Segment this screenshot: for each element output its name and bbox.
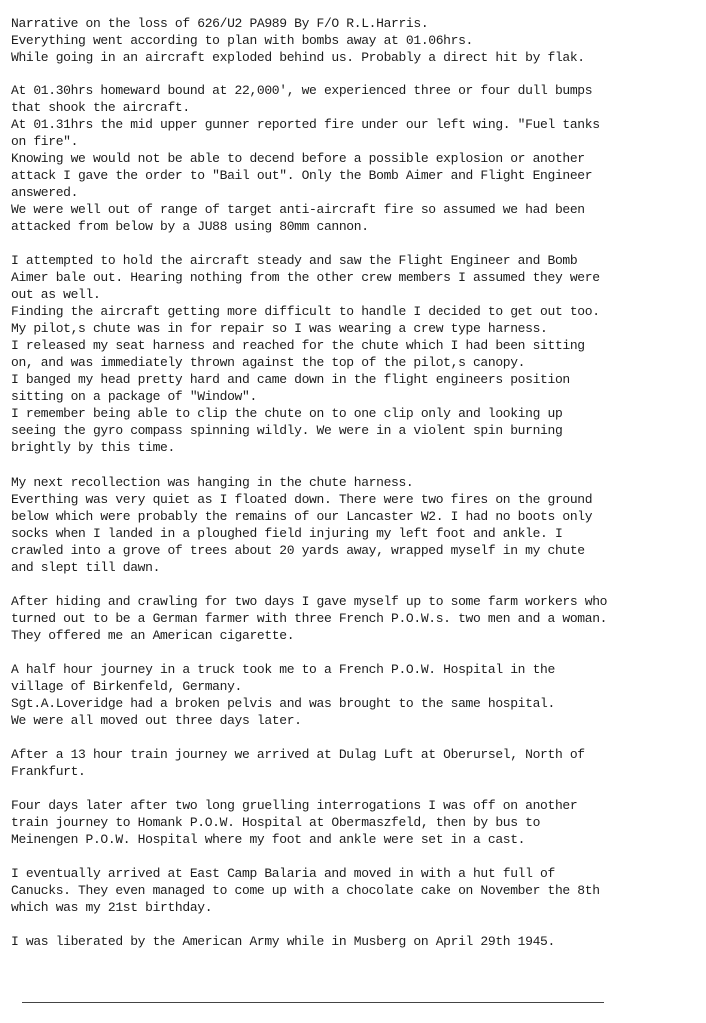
text-line: Sgt.A.Loveridge had a broken pelvis and was brought to the same hospital. — [11, 696, 555, 711]
text-line: I banged my head pretty hard and came down in the flight engineers position — [11, 372, 570, 387]
text-line: which was my 21st birthday. — [11, 900, 213, 915]
text-line: on, and was immediately thrown against the top of the pilot,s canopy. — [11, 355, 526, 370]
text-line: I remember being able to clip the chute on to one clip only and looking up — [11, 406, 563, 421]
text-line: attack I gave the order to "Bail out". Only the Bomb Aimer and Flight Engineer — [11, 168, 593, 183]
text-line: and slept till dawn. — [11, 560, 161, 575]
text-line: At 01.31hrs the mid upper gunner reported fire under our left wing. "Fuel tanks — [11, 117, 600, 132]
text-line: My pilot,s chute was in for repair so I was wearing a crew type harness. — [11, 321, 548, 336]
text-line: After a 13 hour train journey we arrived at Dulag Luft at Oberursel, North of — [11, 747, 585, 762]
footer-divider — [22, 1002, 604, 1003]
text-line: out as well. — [11, 287, 101, 302]
text-line: sitting on a package of "Window". — [11, 389, 257, 404]
text-line: on fire". — [11, 134, 79, 149]
text-line: Four days later after two long gruelling interrogations I was off on another — [11, 798, 578, 813]
text-line: Aimer bale out. Hearing nothing from the other crew members I assumed they were — [11, 270, 600, 285]
text-line: While going in an aircraft exploded behind us. Probably a direct hit by flak. — [11, 50, 585, 65]
text-line: brightly by this time. — [11, 440, 175, 455]
text-line: socks when I landed in a ploughed field injuring my left foot and ankle. I — [11, 526, 563, 541]
text-line: Meinengen P.O.W. Hospital where my foot and ankle were set in a cast. — [11, 832, 526, 847]
text-line: We were well out of range of target anti-aircraft fire so assumed we had been — [11, 202, 585, 217]
text-line: I released my seat harness and reached for the chute which I had been sitting — [11, 338, 585, 353]
text-line: Canucks. They even managed to come up with a chocolate cake on November the 8th — [11, 883, 600, 898]
text-line: We were all moved out three days later. — [11, 713, 302, 728]
text-line: crawled into a grove of trees about 20 yards away, wrapped myself in my chute — [11, 543, 585, 558]
text-line: I attempted to hold the aircraft steady and saw the Flight Engineer and Bomb — [11, 253, 578, 268]
text-line: that shook the aircraft. — [11, 100, 190, 115]
text-line: My next recollection was hanging in the chute harness. — [11, 475, 414, 490]
text-line: I was liberated by the American Army while in Musberg on April 29th 1945. — [11, 934, 555, 949]
text-line: Narrative on the loss of 626/U2 PA989 By F/O R.L.Harris. — [11, 16, 429, 31]
text-line: They offered me an American cigarette. — [11, 628, 295, 643]
text-line: attacked from below by a JU88 using 80mm cannon. — [11, 219, 369, 234]
text-line: Finding the aircraft getting more difficult to handle I decided to get out too. — [11, 304, 600, 319]
text-line: turned out to be a German farmer with three French P.O.W.s. two men and a woman. — [11, 611, 608, 626]
text-line: answered. — [11, 185, 79, 200]
text-line: I eventually arrived at East Camp Balaria and moved in with a hut full of — [11, 866, 555, 881]
text-line: village of Birkenfeld, Germany. — [11, 679, 242, 694]
text-line: A half hour journey in a truck took me to a French P.O.W. Hospital in the — [11, 662, 555, 677]
text-line: Everthing was very quiet as I floated down. There were two fires on the ground — [11, 492, 593, 507]
text-line: Frankfurt. — [11, 764, 86, 779]
text-line: After hiding and crawling for two days I gave myself up to some farm workers who — [11, 594, 608, 609]
text-line: seeing the gyro compass spinning wildly. We were in a violent spin burning — [11, 423, 563, 438]
text-line: Everything went according to plan with bombs away at 01.06hrs. — [11, 33, 473, 48]
text-line: At 01.30hrs homeward bound at 22,000', we experienced three or four dull bumps — [11, 83, 593, 98]
text-line: below which were probably the remains of our Lancaster W2. I had no boots only — [11, 509, 593, 524]
text-line: train journey to Homank P.O.W. Hospital at Obermaszfeld, then by bus to — [11, 815, 541, 830]
text-line: Knowing we would not be able to decend before a possible explosion or another — [11, 151, 585, 166]
